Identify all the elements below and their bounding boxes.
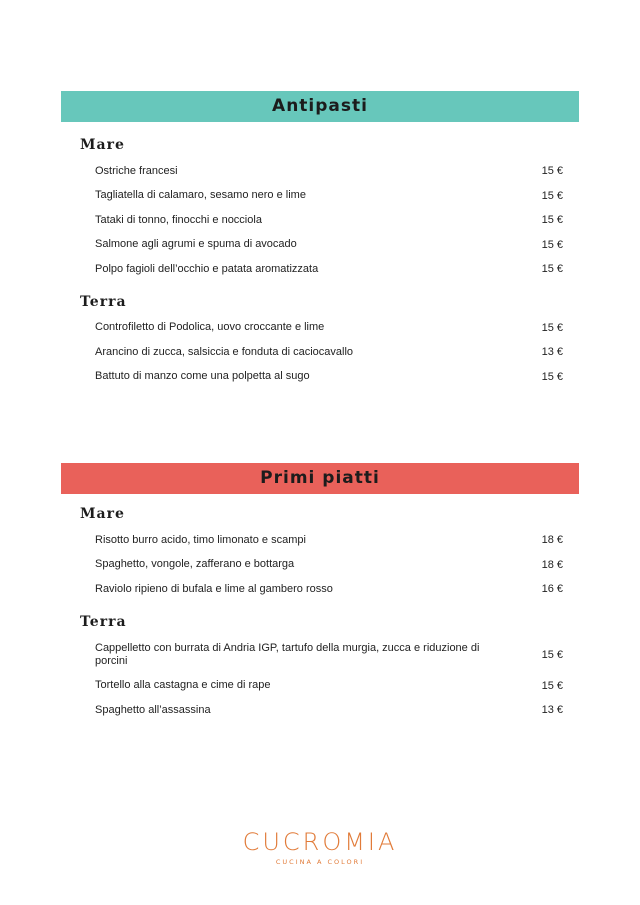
menu-item-price: 15 €: [541, 679, 563, 692]
menu-item-price: 15 €: [541, 238, 563, 251]
menu-item-name: Battuto di manzo come una polpetta al sugo: [95, 370, 310, 383]
menu-item: [95, 184, 563, 209]
menu-item: [95, 233, 563, 258]
menu-item-name: Spaghetto all’assassina: [95, 703, 211, 716]
menu-item: [95, 553, 563, 578]
primi-terra-title: Terra: [80, 613, 127, 630]
menu-item-name: Tataki di tonno, finocchi e nocciola: [95, 213, 262, 226]
menu-item-name: Risotto burro acido, timo limonato e scampi: [95, 533, 306, 546]
antipasti-mare-list: [61, 159, 579, 282]
primi-mare-title: Mare: [80, 506, 125, 522]
antipasti-terra-list: [61, 316, 579, 390]
menu-item-price: 15 €: [541, 165, 563, 178]
menu-item-price: 15 €: [541, 648, 563, 661]
menu-item-name: Cappelletto con burrata di Andria IGP, tartufo della murgia, zucca e riduzione di porcini: [95, 641, 480, 667]
brand-tagline: CUCINA A COLORI: [275, 858, 365, 866]
antipasti-banner: Antipasti: [61, 91, 579, 122]
menu-item-name: Salmone agli agrumi e spuma di avocado: [95, 238, 297, 251]
menu-item-price: 18 €: [541, 534, 563, 547]
menu-item: [95, 365, 563, 390]
menu-item: [95, 636, 563, 674]
menu-item: [95, 316, 563, 341]
menu-item-name: Arancino di zucca, salsiccia e fonduta di caciocavallo: [95, 345, 354, 358]
brand-logo: [0, 828, 640, 866]
primi-mare-list: [61, 528, 579, 602]
menu-item-name: Tortello alla castagna e cime di rape: [95, 679, 271, 692]
menu-item-name: Tagliatella di calamaro, sesamo nero e lime: [95, 189, 306, 202]
menu-item-price: 15 €: [541, 263, 563, 276]
menu-item: [95, 340, 563, 365]
menu-item-name: Controfiletto di Podolica, uovo croccante e lime: [95, 321, 325, 334]
menu-item-price: 13 €: [541, 346, 563, 359]
primi-section: [61, 463, 579, 723]
menu-item: [95, 674, 563, 699]
menu-item: [95, 257, 563, 282]
antipasti-section: [61, 91, 579, 389]
brand-name: CUCROMIA: [242, 828, 398, 856]
menu-item: [95, 698, 563, 723]
menu-item-name: Spaghetto, vongole, zafferano e bottarga: [95, 558, 295, 571]
menu-item-name: Raviolo ripieno di bufala e lime al gambero rosso: [95, 582, 333, 595]
menu-item-price: 16 €: [541, 583, 563, 596]
menu-item-name: Ostriche francesi: [95, 164, 178, 177]
primi-terra-list: [61, 636, 579, 723]
menu-item-price: 15 €: [541, 370, 563, 383]
menu-item-name: Polpo fagioli dell’occhio e patata aromatizzata: [95, 262, 319, 275]
antipasti-mare-title: Mare: [80, 137, 125, 153]
primi-banner: Primi piatti: [61, 463, 579, 494]
antipasti-terra-title: Terra: [80, 293, 127, 310]
menu-item-price: 15 €: [541, 189, 563, 202]
menu-item-price: 13 €: [541, 704, 563, 717]
menu-item-price: 15 €: [541, 214, 563, 227]
menu-item-price: 18 €: [541, 558, 563, 571]
menu-item: [95, 577, 563, 602]
menu-item-price: 15 €: [541, 321, 563, 334]
menu-item: [95, 528, 563, 553]
menu-item: [95, 208, 563, 233]
menu-item: [95, 159, 563, 184]
